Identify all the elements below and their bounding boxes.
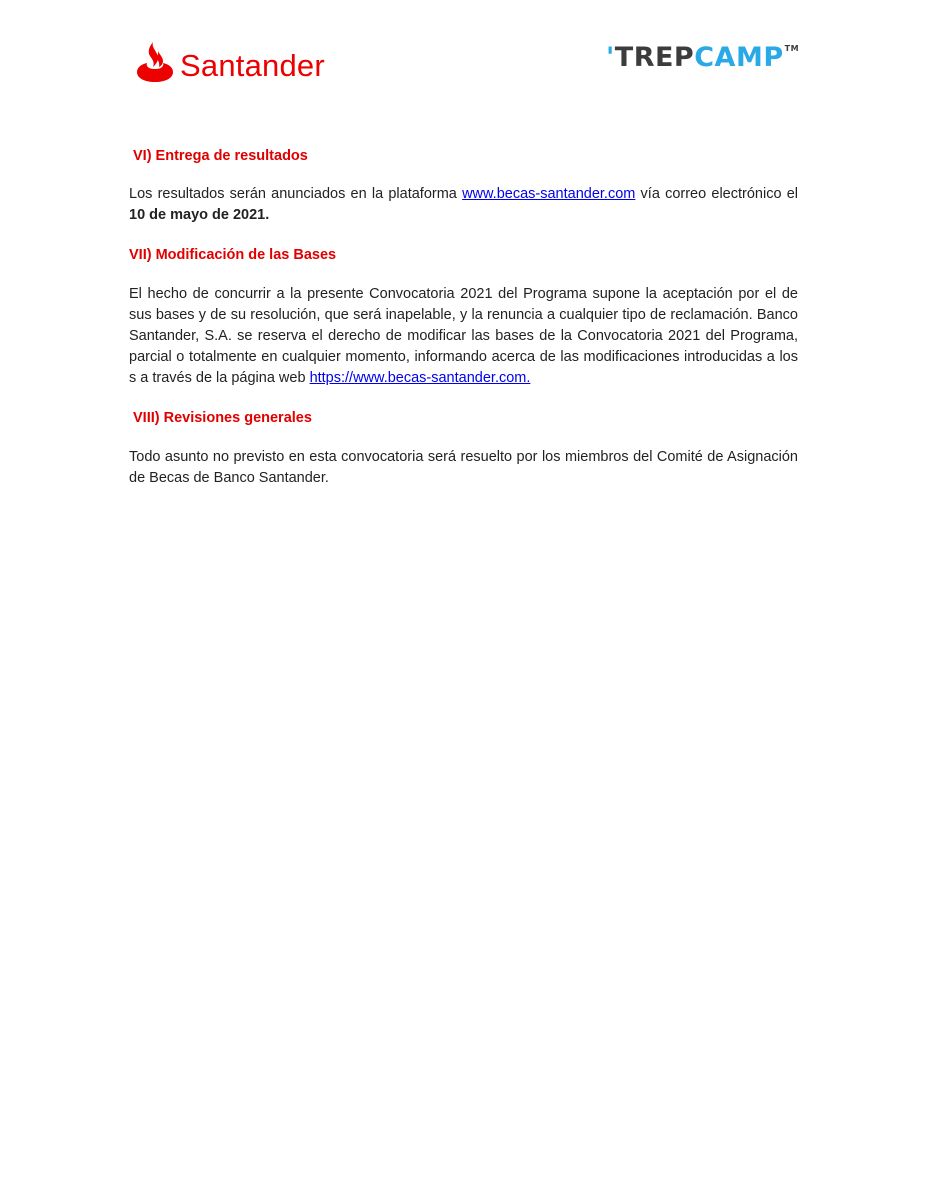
- trepcamp-part2: CAMP: [694, 42, 784, 73]
- section-paragraph-modificacion: [129, 284, 798, 389]
- trepcamp-apostrophe: ': [606, 42, 615, 73]
- trepcamp-trademark: TM: [784, 44, 800, 53]
- santander-wordmark: Santander: [180, 47, 325, 83]
- trepcamp-part1: TREP: [614, 42, 695, 73]
- santander-flame-icon: [136, 42, 174, 82]
- becas-link[interactable]: www.becas-santander.com: [462, 186, 636, 202]
- paragraph-text: Los resultados serán anunciados en la plataforma: [129, 186, 463, 202]
- paragraph-text: vía correo electrónico el: [635, 186, 799, 202]
- section-paragraph-revisiones: Todo asunto no previsto en esta convocatoria será resuelto por los miembros del Comité de Asignación de Becas de Banco Santander.: [129, 449, 798, 486]
- paragraph-text: El hecho de concurrir a la presente Convocatoria 2021 del Programa supone la aceptación por el de sus bases y de su resolución, que será inapelable, y la renuncia a cualquier tipo de reclamación. Banco Santander, S.A. se reserva el derecho de modificar las bases de la Convocatoria 2021 del Programa, parcial o totalmente en cualquier momento, informando acerca de las modificaciones introducidas a los s a través de la página web: [129, 286, 798, 386]
- santander-logo: [136, 40, 325, 84]
- section-heading-modificacion: VII) Modificación de las Bases: [129, 247, 337, 263]
- section-paragraph-entrega: [129, 184, 798, 226]
- page-header: [0, 0, 927, 110]
- section-heading-entrega: VI) Entrega de resultados: [133, 148, 308, 164]
- document-body: [129, 140, 798, 489]
- section-heading-revisiones: VIII) Revisiones generales: [133, 410, 312, 426]
- becas-https-link[interactable]: https://www.becas-santander.com.: [309, 370, 531, 386]
- trepcamp-logo: [606, 42, 799, 74]
- results-date: 10 de mayo de 2021.: [129, 207, 270, 223]
